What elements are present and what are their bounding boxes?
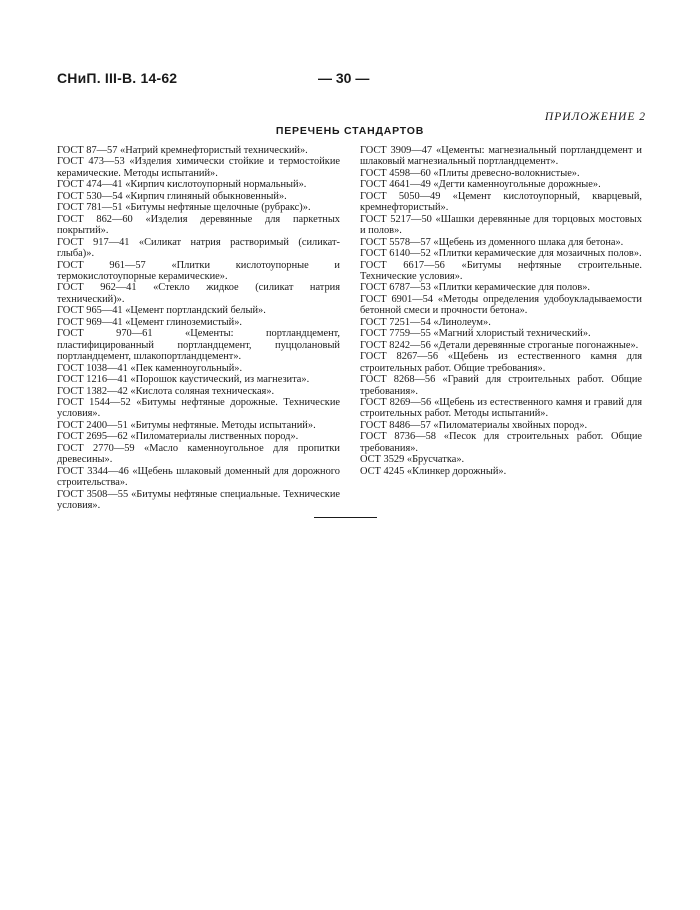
list-item: ГОСТ 7251—54 «Линолеум». [360,316,491,328]
list-item: ГОСТ 961—57 «Плитки кислотоупорные и термокислотоупорные керамические». [57,259,340,282]
standards-list-right [360,145,642,477]
list-item: ГОСТ 6787—53 «Плитки керамические для полов». [360,282,591,294]
list-item: ГОСТ 3508—55 «Битумы нефтяные специальные. Технические условия». [57,488,340,512]
list-item: ГОСТ 474—41 «Кирпич кислотоупорный нормальный». [57,179,307,191]
list-item: ГОСТ 8267—56 «Щебень из естественного камня для строительных работ. Общие требования». [360,351,642,374]
list-item: ГОСТ 6901—54 «Методы определения удобоукладываемости бетонной смеси и прочности бетона». [360,293,642,317]
list-item: ГОСТ 2770—59 «Масло каменноугольное для пропитки древесины». [57,442,340,466]
standards-list-left [57,145,340,512]
section-divider [314,517,377,518]
list-item: ГОСТ 4598—60 «Плиты древесно-волокнистые». [360,167,580,179]
list-item: ГОСТ 3344—46 «Щебень шлаковый доменный для дорожного строительства». [57,465,340,489]
list-item: ГОСТ 473—53 «Изделия химически стойкие и термостойкие керамические. Методы испытаний». [57,156,340,179]
list-item: ГОСТ 8486—57 «Пиломатериалы хвойных пород». [360,419,588,431]
list-item: ГОСТ 5050—49 «Цемент кислотоупорный, кварцевый, кремнефтористый». [360,190,642,214]
list-item: ГОСТ 6617—56 «Битумы нефтяные строительные. Технические условия». [360,259,642,282]
list-item: ОСТ 4245 «Клинкер дорожный». [360,465,507,477]
list-item: ГОСТ 862—60 «Изделия деревянные для паркетных покрытий». [57,213,340,237]
list-item: ГОСТ 8268—56 «Гравий для строительных работ. Общие требования». [360,374,642,397]
list-item: ГОСТ 970—61 «Цементы: портландцемент, пластифицированный портландцемент, пуццолановый портландцемент, шлакопортландцемент». [57,328,340,363]
list-item: ГОСТ 2400—51 «Битумы нефтяные. Методы испытаний». [57,419,316,431]
list-item: ГОСТ 962—41 «Стекло жидкое (силикат натрия технический)». [57,282,340,305]
list-item: ГОСТ 1382—42 «Кислота соляная техническая». [57,385,275,397]
list-item: ГОСТ 5217—50 «Шашки деревянные для торцовых мостовых и полов». [360,213,642,237]
list-item: ГОСТ 917—41 «Силикат натрия растворимый (силикат-глыба)». [57,236,340,260]
page-title: ПЕРЕЧЕНЬ СТАНДАРТОВ [275,125,425,137]
list-item: ГОСТ 1544—52 «Битумы нефтяные дорожные. Технические условия». [57,396,340,420]
list-item: ГОСТ 965—41 «Цемент портландский белый». [57,305,266,317]
list-item: ГОСТ 8242—56 «Детали деревянные строганые погонажные». [360,339,639,351]
list-item: ОСТ 3529 «Брусчатка». [360,454,465,466]
page-number: — 30 — [318,70,370,86]
list-item: ГОСТ 969—41 «Цемент глиноземистый». [57,316,242,328]
document-code: СНиП. III-В. 14-62 [57,70,178,86]
list-item: ГОСТ 4641—49 «Дегти каменноугольные дорожные». [360,179,601,191]
list-item: ГОСТ 781—51 «Битумы нефтяные щелочные (рубракс)». [57,202,311,214]
list-item: ГОСТ 87—57 «Натрий кремнефтористый технический». [57,145,308,156]
list-item: ГОСТ 3909—47 «Цементы: магнезиальный портландцемент и шлаковый магнезиальный портландцемент». [360,145,642,168]
list-item: ГОСТ 2695—62 «Пиломатериалы лиственных пород». [57,431,299,443]
list-item: ГОСТ 6140—52 «Плитки керамические для мозаичных полов». [360,248,642,260]
list-item: ГОСТ 530—54 «Кирпич глиняный обыкновенный». [57,190,287,202]
list-item: ГОСТ 8269—56 «Щебень из естественного камня и гравий для строительных работ. Методы испытаний». [360,396,642,420]
appendix-label: ПРИЛОЖЕНИЕ 2 [544,111,646,123]
list-item: ГОСТ 1038—41 «Пек каменноугольный». [57,362,243,374]
list-item: ГОСТ 8736—58 «Песок для строительных работ. Общие требования». [360,431,642,454]
list-item: ГОСТ 7759—55 «Магний хлористый технический». [360,328,591,340]
list-item: ГОСТ 5578—57 «Щебень из доменного шлака для бетона». [360,236,624,248]
list-item: ГОСТ 1216—41 «Порошок каустический, из магнезита». [57,374,310,386]
